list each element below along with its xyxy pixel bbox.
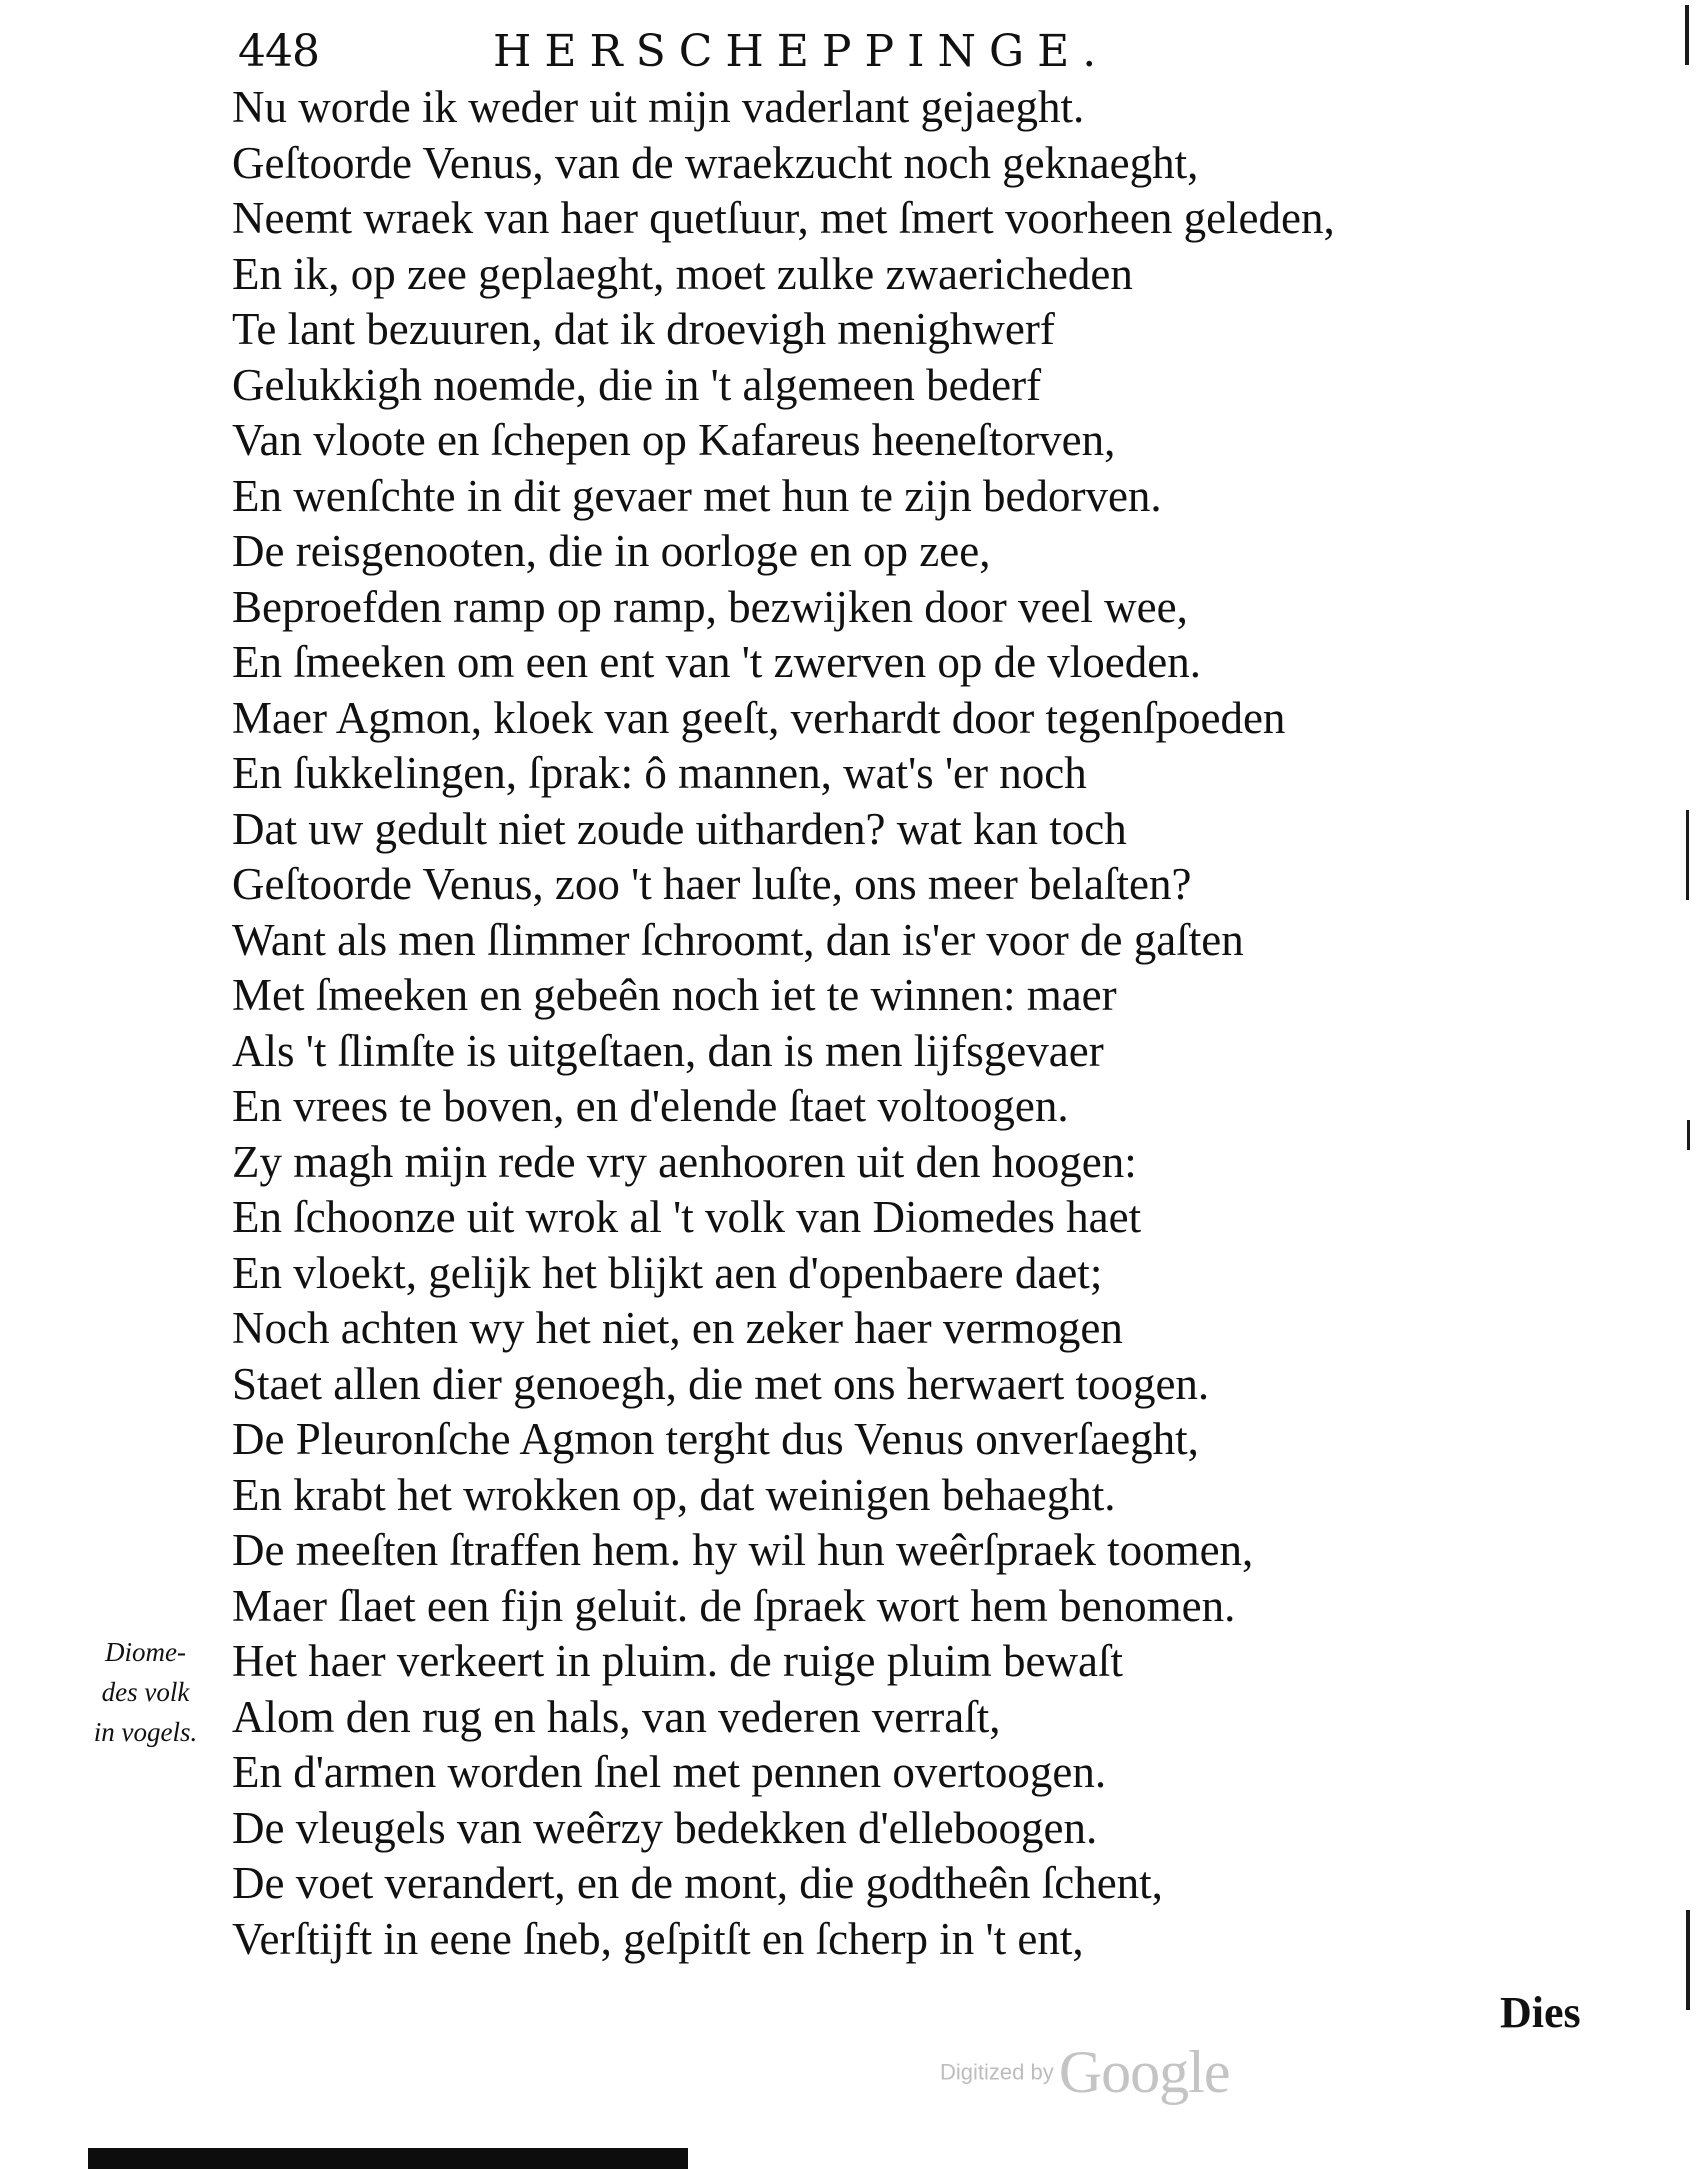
page-header bbox=[238, 22, 1388, 82]
verse-line: Verſtijft in eene ſneb, geſpitſt en ſcherp in 't ent, bbox=[232, 1913, 1084, 1964]
scan-bottom-edge bbox=[88, 2148, 688, 2169]
catchword: Dies bbox=[1500, 1988, 1581, 2037]
verse-line: De Pleuronſche Agmon terght dus Venus onverſaeght, bbox=[232, 1414, 1199, 1464]
page-number: 448 bbox=[238, 26, 319, 77]
google-logo: Google bbox=[1058, 2039, 1230, 2105]
verse-line: En ſukkelingen, ſprak: ô mannen, wat's 'er noch bbox=[232, 748, 1087, 798]
verse-line: De meeſten ſtraffen hem. hy wil hun weêrſpraek toomen, bbox=[232, 1525, 1254, 1575]
verse-line: Alom den rug en hals, van vederen verraſt, bbox=[232, 1691, 1001, 1742]
marginal-note bbox=[58, 1632, 233, 1752]
verse-line: Beproefden ramp op ramp, bezwijken door veel wee, bbox=[232, 581, 1188, 632]
verse-line: Geſtoorde Venus, van de wraekzucht noch geknaeght, bbox=[232, 137, 1199, 188]
verse-line: En wenſchte in dit gevaer met hun te zijn bedorven. bbox=[232, 470, 1162, 521]
verse-line: Maer ſlaet een fijn geluit. de ſpraek wort hem benomen. bbox=[232, 1580, 1236, 1631]
verse-line: De reisgenooten, die in oorloge en op zee, bbox=[232, 526, 991, 576]
verse-line: Noch achten wy het niet, en zeker haer vermogen bbox=[232, 1303, 1123, 1353]
scan-edge-mark bbox=[1685, 5, 1689, 65]
verse-line: En krabt het wrokken op, dat weinigen behaeght. bbox=[232, 1469, 1116, 1520]
verse-line: En vrees te boven, en d'elende ſtaet voltoogen. bbox=[232, 1081, 1069, 1131]
digitized-by-watermark bbox=[940, 2038, 1229, 2108]
verse-line: Staet allen dier genoegh, die met ons herwaert toogen. bbox=[232, 1358, 1210, 1409]
verse-line: Geſtoorde Venus, zoo 't haer luſte, ons meer belaſten? bbox=[232, 859, 1192, 909]
verse-line: Want als men ſlimmer ſchroomt, dan is'er voor de gaſten bbox=[232, 914, 1244, 965]
running-title: HERSCHEPPINGE. bbox=[493, 26, 1110, 77]
verse-line: Als 't ſlimſte is uitgeſtaen, dan is men lijfsgevaer bbox=[232, 1025, 1104, 1076]
verse-line: Zy magh mijn rede vry aenhooren uit den hoogen: bbox=[232, 1136, 1137, 1187]
verse-line: Van vloote en ſchepen op Kafareus heeneſtorven, bbox=[232, 415, 1116, 465]
verse-line: Maer Agmon, kloek van geeſt, verhardt door tegenſpoeden bbox=[232, 692, 1286, 743]
verse-line: Neemt wraek van haer quetſuur, met ſmert voorheen geleden, bbox=[232, 193, 1335, 243]
verse-text bbox=[232, 80, 1632, 1967]
verse-line: En ik, op zee geplaeght, moet zulke zwaericheden bbox=[232, 248, 1133, 299]
digitized-by-label: Digitized by bbox=[940, 2059, 1054, 2085]
marginal-note-line: Diome- bbox=[105, 1637, 186, 1667]
marginal-note-line: des volk bbox=[101, 1677, 190, 1707]
verse-line: Dat uw gedult niet zoude uitharden? wat kan toch bbox=[232, 803, 1127, 854]
scan-edge-mark bbox=[1686, 810, 1689, 900]
verse-line: Met ſmeeken en gebeên noch iet te winnen: maer bbox=[232, 970, 1117, 1020]
marginal-note-line: in vogels. bbox=[93, 1717, 198, 1747]
verse-line: En d'armen worden ſnel met pennen overtoogen. bbox=[232, 1747, 1107, 1797]
verse-line: Nu worde ik weder uit mijn vaderlant gejaeght. bbox=[232, 82, 1085, 132]
verse-line: De vleugels van weêrzy bedekken d'elleboogen. bbox=[232, 1802, 1098, 1853]
scan-edge-mark bbox=[1687, 1120, 1690, 1150]
verse-line: Te lant bezuuren, dat ik droevigh menighwerf bbox=[232, 304, 1055, 354]
verse-line: En ſmeeken om een ent van 't zwerven op de vloeden. bbox=[232, 637, 1201, 687]
verse-line: En ſchoonze uit wrok al 't volk van Diomedes haet bbox=[232, 1192, 1142, 1242]
verse-line: En vloekt, gelijk het blijkt aen d'openbaere daet; bbox=[232, 1247, 1103, 1298]
verse-line: Het haer verkeert in pluim. de ruige pluim bewaſt bbox=[232, 1636, 1123, 1686]
scan-edge-mark bbox=[1686, 1910, 1690, 2010]
verse-line: De voet verandert, en de mont, die godtheên ſchent, bbox=[232, 1858, 1163, 1908]
verse-line: Gelukkigh noemde, die in 't algemeen bederf bbox=[232, 359, 1042, 410]
